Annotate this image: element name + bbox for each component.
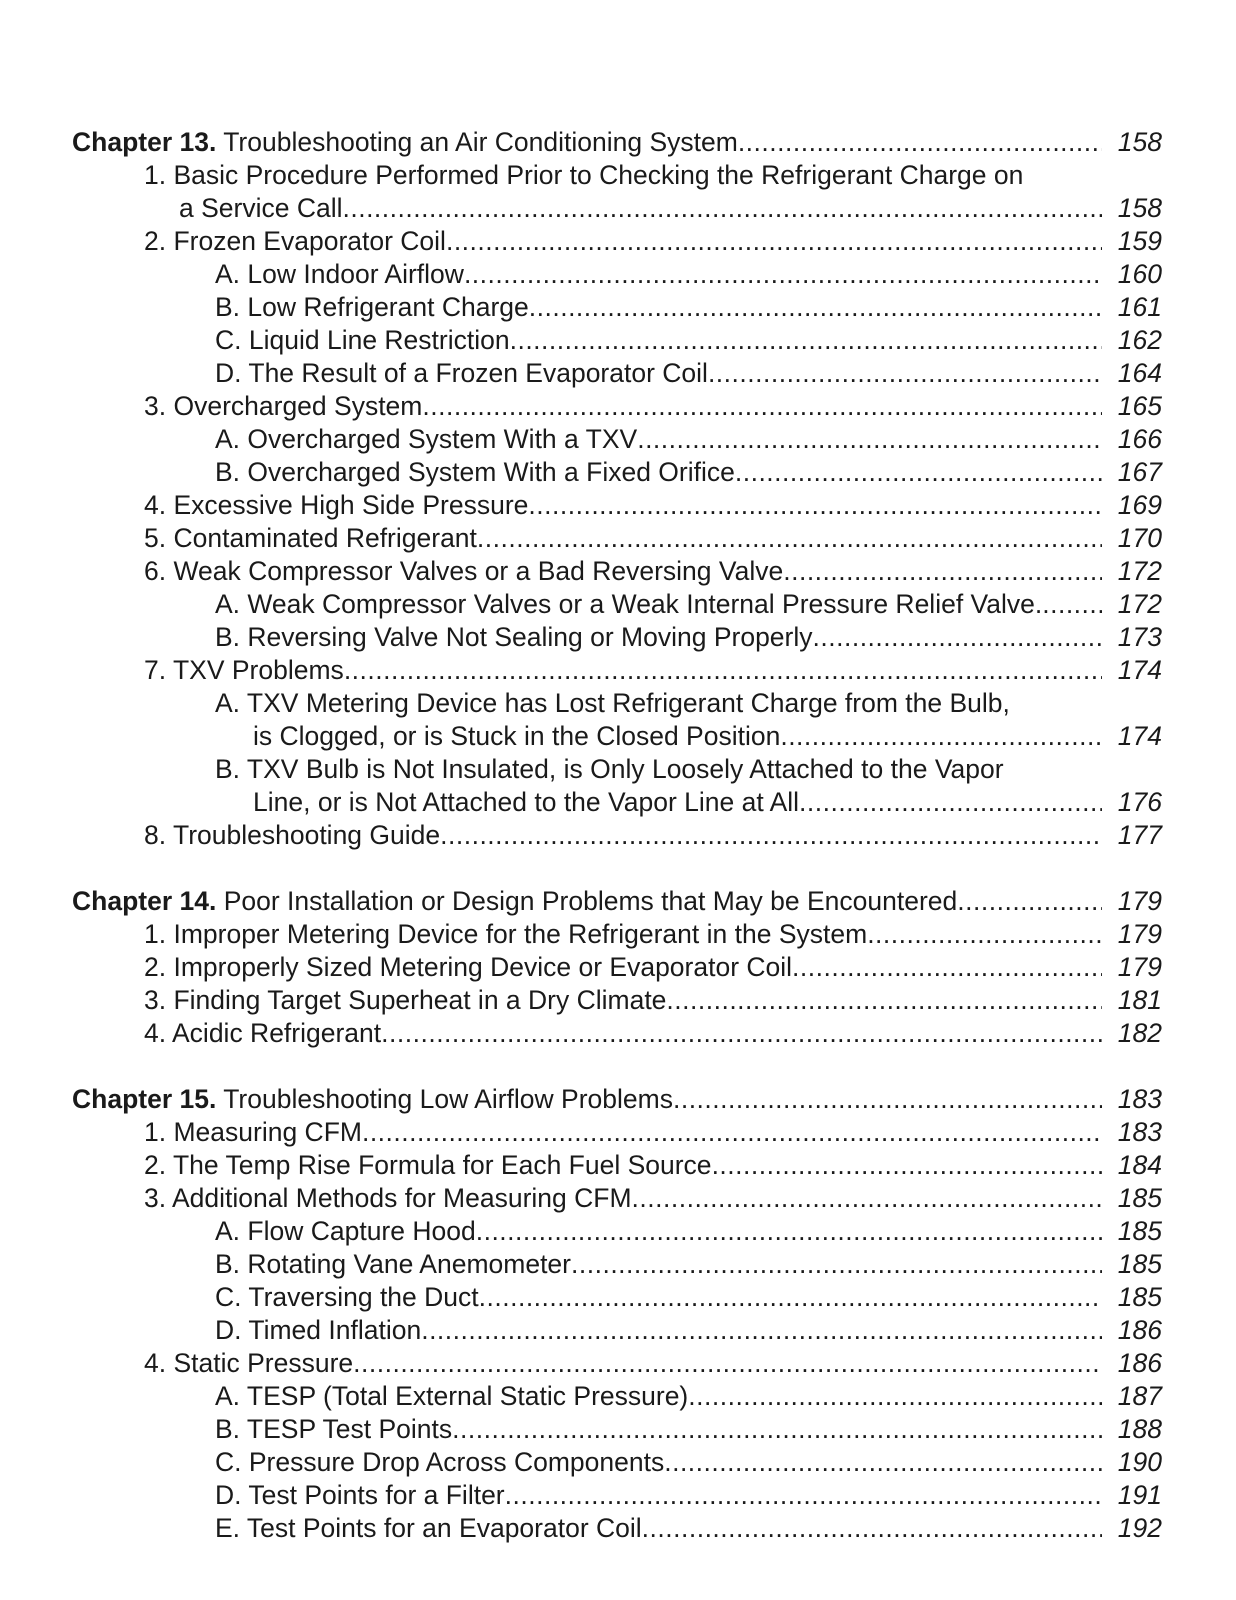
- page-number: 182: [1117, 1018, 1162, 1048]
- dot-leader: [353, 1347, 1102, 1380]
- page-number: 160: [1117, 259, 1162, 289]
- page-number: 187: [1117, 1381, 1162, 1411]
- dot-leader: [632, 1182, 1102, 1215]
- toc-section-text: [144, 1116, 362, 1149]
- page-number: 174: [1117, 721, 1162, 751]
- toc-subsection-text: [215, 1479, 505, 1512]
- entry-title: 2. The Temp Rise Formula for Each Fuel Source: [144, 1150, 712, 1180]
- dot-leader: [792, 951, 1102, 984]
- toc-subsection[interactable]: [72, 324, 1162, 357]
- toc-section-text: [144, 159, 1023, 192]
- page-number: 185: [1117, 1249, 1162, 1279]
- page-number: 159: [1117, 226, 1162, 256]
- dot-leader: [362, 1116, 1102, 1149]
- page-number: 191: [1117, 1480, 1162, 1510]
- dot-leader: [446, 225, 1102, 258]
- dot-leader: [477, 522, 1102, 555]
- toc-subsection-text: [215, 1512, 642, 1545]
- toc-subsection-text: [215, 753, 1004, 786]
- toc-section-text: [144, 951, 792, 984]
- toc-subsection-text: [215, 324, 510, 357]
- toc-subsection-text: [215, 1380, 688, 1413]
- dot-leader: [452, 1413, 1102, 1446]
- page-number: 165: [1117, 391, 1162, 421]
- toc-section-text: [144, 1182, 632, 1215]
- toc-section[interactable]: [72, 951, 1162, 984]
- chapter-heading[interactable]: [72, 1083, 1162, 1116]
- toc-section-text: [144, 489, 528, 522]
- page-number: 162: [1117, 325, 1162, 355]
- dot-leader: [712, 1149, 1102, 1182]
- toc-section[interactable]: [72, 522, 1162, 555]
- page-number: 172: [1117, 556, 1162, 586]
- toc-subsection[interactable]: [72, 588, 1162, 621]
- chapter-title: Troubleshooting Low Airflow Problems: [223, 1084, 673, 1114]
- toc-subsection[interactable]: [72, 1512, 1162, 1545]
- toc-subsection-text: [215, 621, 813, 654]
- entry-title: D. The Result of a Frozen Evaporator Coil: [215, 358, 708, 388]
- toc-subsection-text: [215, 1446, 664, 1479]
- dot-leader: [342, 192, 1102, 225]
- page-number: 158: [1117, 193, 1162, 223]
- entry-title: 3. Additional Methods for Measuring CFM: [144, 1183, 632, 1213]
- dot-leader: [1042, 588, 1102, 621]
- entry-title: C. Pressure Drop Across Components: [215, 1447, 665, 1477]
- page-number: 173: [1117, 622, 1162, 652]
- entry-title: 8. Troubleshooting Guide: [144, 820, 441, 850]
- dot-leader: [476, 1215, 1102, 1248]
- page-number: 170: [1117, 523, 1162, 553]
- dot-leader: [783, 555, 1102, 588]
- dot-leader: [664, 1446, 1102, 1479]
- toc-section-text: [144, 1017, 381, 1050]
- toc-subsection-continued-text: [253, 720, 780, 753]
- dot-leader: [666, 984, 1102, 1017]
- entry-title: 5. Contaminated Refrigerant: [144, 523, 477, 553]
- toc-subsection[interactable]: [72, 291, 1162, 324]
- toc-subsection-text: [215, 291, 529, 324]
- entry-title: E. Test Points for an Evaporator Coil: [215, 1513, 642, 1543]
- toc-subsection-text: [215, 1248, 571, 1281]
- toc-subsection-continued-text: [253, 786, 799, 819]
- page-number: 186: [1117, 1315, 1162, 1345]
- entry-title: A. Overcharged System With a TXV: [215, 424, 638, 454]
- toc-subsection[interactable]: [72, 1380, 1162, 1413]
- chapter-block: [72, 1083, 1162, 1545]
- toc-subsection[interactable]: [72, 687, 1162, 720]
- toc-subsection-text: [215, 588, 1042, 621]
- toc-subsection[interactable]: [72, 1248, 1162, 1281]
- toc-subsection[interactable]: [72, 456, 1162, 489]
- entry-title: 1. Measuring CFM: [144, 1117, 362, 1147]
- dot-leader: [780, 720, 1102, 753]
- entry-title: A. TESP (Total External Static Pressure): [215, 1381, 689, 1411]
- toc-subsection[interactable]: [72, 1446, 1162, 1479]
- dot-leader: [957, 885, 1102, 918]
- entry-title: 2. Frozen Evaporator Coil: [144, 226, 446, 256]
- dot-leader: [571, 1248, 1102, 1281]
- chapter-heading[interactable]: [72, 885, 1162, 918]
- page-number: 185: [1117, 1183, 1162, 1213]
- entry-title: Line, or is Not Attached to the Vapor Line at All: [253, 787, 800, 817]
- entry-title: A. Weak Compressor Valves or a Weak Internal Pressure Relief Valve.: [215, 589, 1043, 619]
- dot-leader: [421, 1314, 1102, 1347]
- dot-leader: [738, 126, 1102, 159]
- toc-subsection-text: [215, 687, 1010, 720]
- toc-subsection-text: [215, 423, 637, 456]
- toc-subsection-text: [215, 1314, 421, 1347]
- dot-leader: [642, 1512, 1102, 1545]
- dot-leader: [381, 1017, 1102, 1050]
- toc-section[interactable]: [72, 159, 1162, 192]
- entry-title: A. Low Indoor Airflow: [215, 259, 464, 289]
- toc-section[interactable]: [72, 1347, 1162, 1380]
- chapter-label: Chapter 13.: [72, 127, 217, 157]
- toc-section-text: [144, 1149, 712, 1182]
- toc-subsection[interactable]: [72, 258, 1162, 291]
- entry-title: D. Timed Inflation: [215, 1315, 422, 1345]
- entry-title: 3. Overcharged System: [144, 391, 423, 421]
- toc-subsection[interactable]: [72, 1413, 1162, 1446]
- toc-subsection-continued[interactable]: [72, 720, 1162, 753]
- page-number: 164: [1117, 358, 1162, 388]
- page-number: 185: [1117, 1282, 1162, 1312]
- toc-section[interactable]: [72, 390, 1162, 423]
- page-number: 166: [1117, 424, 1162, 454]
- entry-title: 1. Basic Procedure Performed Prior to Checking the Refrigerant Charge on: [144, 160, 1024, 190]
- page-number: 167: [1117, 457, 1162, 487]
- entry-title: is Clogged, or is Stuck in the Closed Position: [253, 721, 781, 751]
- dot-leader: [867, 918, 1102, 951]
- entry-title: 4. Static Pressure: [144, 1348, 354, 1378]
- page-number: 184: [1117, 1150, 1162, 1180]
- page-number: 188: [1117, 1414, 1162, 1444]
- toc-subsection-text: [215, 1281, 479, 1314]
- page-number: 179: [1117, 952, 1162, 982]
- toc-section-text: [144, 1347, 353, 1380]
- entry-title: B. Reversing Valve Not Sealing or Moving Properly: [215, 622, 813, 652]
- entry-title: 1. Improper Metering Device for the Refrigerant in the System: [144, 919, 868, 949]
- page-number: 172: [1117, 589, 1162, 619]
- dot-leader: [344, 654, 1102, 687]
- chapter-block: [72, 885, 1162, 1050]
- toc-section-continued[interactable]: [72, 192, 1162, 225]
- toc-subsection[interactable]: [72, 753, 1162, 786]
- entry-title: C. Liquid Line Restriction: [215, 325, 510, 355]
- entry-title: 6. Weak Compressor Valves or a Bad Reversing Valve: [144, 556, 784, 586]
- toc-subsection[interactable]: [72, 1314, 1162, 1347]
- chapter-title: Troubleshooting an Air Conditioning System: [223, 127, 738, 157]
- dot-leader: [529, 291, 1102, 324]
- toc-section[interactable]: [72, 1116, 1162, 1149]
- entry-title: 2. Improperly Sized Metering Device or Evaporator Coil: [144, 952, 793, 982]
- chapter-heading[interactable]: [72, 126, 1162, 159]
- entry-title: 3. Finding Target Superheat in a Dry Climate: [144, 985, 667, 1015]
- toc-section-text: [144, 654, 344, 687]
- dot-leader: [735, 456, 1102, 489]
- toc-section-text: [144, 225, 446, 258]
- dot-leader: [510, 324, 1102, 357]
- toc-subsection-text: [215, 456, 735, 489]
- toc-section-text: [144, 522, 477, 555]
- toc-subsection-text: [215, 357, 708, 390]
- toc-section-text: [144, 918, 867, 951]
- page-number: 176: [1117, 787, 1162, 817]
- chapter-heading-text: [72, 1083, 673, 1116]
- toc-section[interactable]: [72, 654, 1162, 687]
- page-number: 179: [1117, 919, 1162, 949]
- dot-leader: [464, 258, 1102, 291]
- entry-title: 4. Excessive High Side Pressure: [144, 490, 529, 520]
- entry-title: B. Rotating Vane Anemometer: [215, 1249, 571, 1279]
- toc-section[interactable]: [72, 1149, 1162, 1182]
- dot-leader: [422, 390, 1102, 423]
- toc-section[interactable]: [72, 225, 1162, 258]
- page-number: 181: [1117, 985, 1162, 1015]
- toc-section-text: [144, 819, 440, 852]
- dot-leader: [479, 1281, 1102, 1314]
- dot-leader: [813, 621, 1102, 654]
- toc-section-text: [144, 390, 422, 423]
- entry-title: B. Low Refrigerant Charge: [215, 292, 529, 322]
- page-number: 192: [1117, 1513, 1162, 1543]
- toc-subsection-text: [215, 258, 464, 291]
- toc-subsection[interactable]: [72, 1479, 1162, 1512]
- toc-subsection-text: [215, 1215, 476, 1248]
- page-number: 186: [1117, 1348, 1162, 1378]
- page-number: 158: [1117, 127, 1162, 157]
- page-number: 179: [1117, 886, 1162, 916]
- entry-title: B. TXV Bulb is Not Insulated, is Only Loosely Attached to the Vapor: [215, 754, 1004, 784]
- dot-leader: [505, 1479, 1102, 1512]
- page-number: 183: [1117, 1084, 1162, 1114]
- toc-subsection[interactable]: [72, 423, 1162, 456]
- entry-title: C. Traversing the Duct: [215, 1282, 479, 1312]
- toc-subsection[interactable]: [72, 1215, 1162, 1248]
- table-of-contents: [72, 126, 1162, 1578]
- toc-section-continued-text: [179, 192, 342, 225]
- toc-subsection[interactable]: [72, 621, 1162, 654]
- page-number: 174: [1117, 655, 1162, 685]
- toc-subsection[interactable]: [72, 1281, 1162, 1314]
- dot-leader: [799, 786, 1102, 819]
- toc-section[interactable]: [72, 918, 1162, 951]
- page-number: 169: [1117, 490, 1162, 520]
- entry-title: 4. Acidic Refrigerant: [144, 1018, 382, 1048]
- page-number: 161: [1117, 292, 1162, 322]
- dot-leader: [528, 489, 1102, 522]
- toc-subsection-continued[interactable]: [72, 786, 1162, 819]
- page-number: 185: [1117, 1216, 1162, 1246]
- dot-leader: [688, 1380, 1102, 1413]
- entry-title: A. TXV Metering Device has Lost Refrigerant Charge from the Bulb,: [215, 688, 1010, 718]
- entry-title: A. Flow Capture Hood: [215, 1216, 476, 1246]
- dot-leader: [637, 423, 1102, 456]
- chapter-title: Poor Installation or Design Problems that May be Encountered: [223, 886, 958, 916]
- dot-leader: [708, 357, 1102, 390]
- toc-section[interactable]: [72, 555, 1162, 588]
- toc-section-text: [144, 984, 666, 1017]
- dot-leader: [673, 1083, 1102, 1116]
- entry-title: B. Overcharged System With a Fixed Orifice: [215, 457, 735, 487]
- toc-section[interactable]: [72, 984, 1162, 1017]
- toc-subsection-text: [215, 1413, 452, 1446]
- entry-title: D. Test Points for a Filter: [215, 1480, 505, 1510]
- toc-section[interactable]: [72, 489, 1162, 522]
- chapter-heading-text: [72, 885, 957, 918]
- page-number: 177: [1117, 820, 1162, 850]
- chapter-block: [72, 126, 1162, 852]
- chapter-label: Chapter 14.: [72, 886, 217, 916]
- toc-subsection[interactable]: [72, 357, 1162, 390]
- entry-title: B. TESP Test Points: [215, 1414, 453, 1444]
- chapter-label: Chapter 15.: [72, 1084, 217, 1114]
- toc-section[interactable]: [72, 1182, 1162, 1215]
- page-number: 190: [1117, 1447, 1162, 1477]
- toc-section[interactable]: [72, 1017, 1162, 1050]
- toc-section-text: [144, 555, 783, 588]
- entry-title: 7. TXV Problems: [144, 655, 344, 685]
- entry-title: a Service Call: [179, 193, 343, 223]
- dot-leader: [440, 819, 1102, 852]
- toc-section[interactable]: [72, 819, 1162, 852]
- page-number: 183: [1117, 1117, 1162, 1147]
- chapter-heading-text: [72, 126, 738, 159]
